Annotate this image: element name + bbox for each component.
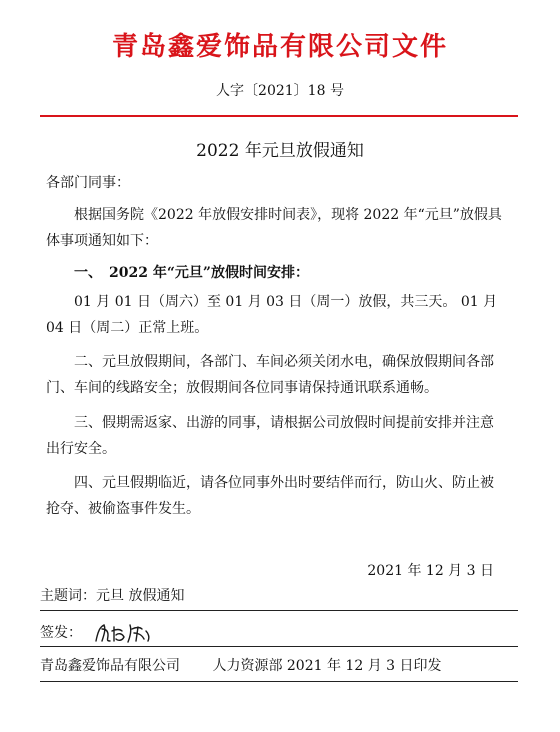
section-heading-holiday-schedule: 一、 2022 年“元旦”放假时间安排： (74, 265, 309, 281)
schedule-paragraph: 01 月 01 日（周六）至 01 月 03 日（周一）放假，共三天。 01 月 04 日（周二）正常上班。 (46, 294, 498, 336)
subject-keywords: 主题词：元旦 放假通知 (40, 588, 185, 604)
header-red-rule (40, 115, 518, 117)
issue-date: 2021 年 12 月 3 日 (367, 563, 494, 579)
document-number: 人字〔2021〕18 号 (216, 83, 344, 99)
footer-rule (40, 681, 518, 682)
salutation: 各部门同事： (46, 175, 130, 191)
footer-rule (40, 646, 518, 647)
item-2-paragraph: 二、元旦放假期间，各部门、车间必须关闭水电，确保放假期间各部门、车间的线路安全；放假期间各位同事请保持通讯联系通畅。 (46, 354, 494, 396)
sign-row (40, 621, 518, 645)
handwritten-signature (92, 621, 154, 645)
notice-title: 2022 年元旦放假通知 (196, 141, 364, 161)
sign-label: 签发： (40, 625, 82, 641)
item-3-paragraph: 三、假期需返家、出游的同事，请根据公司放假时间提前安排并注意出行安全。 (46, 415, 494, 457)
item-4-paragraph: 四、元旦假期临近，请各位同事外出时要结伴而行，防山火、防止被抢夺、被偷盗事件发生。 (46, 475, 494, 517)
intro-paragraph: 根据国务院《2022 年放假安排时间表》，现将 2022 年“元旦”放假具体事项通知如下： (46, 207, 502, 249)
document-header: 青岛鑫爱饰品有限公司文件 (111, 32, 448, 62)
footer-rule (40, 610, 518, 611)
publisher-organization: 青岛鑫爱饰品有限公司 (40, 658, 180, 674)
publisher-department: 人力资源部 2021 年 12 月 3 日印发 (212, 658, 442, 674)
publisher-row (40, 655, 518, 677)
